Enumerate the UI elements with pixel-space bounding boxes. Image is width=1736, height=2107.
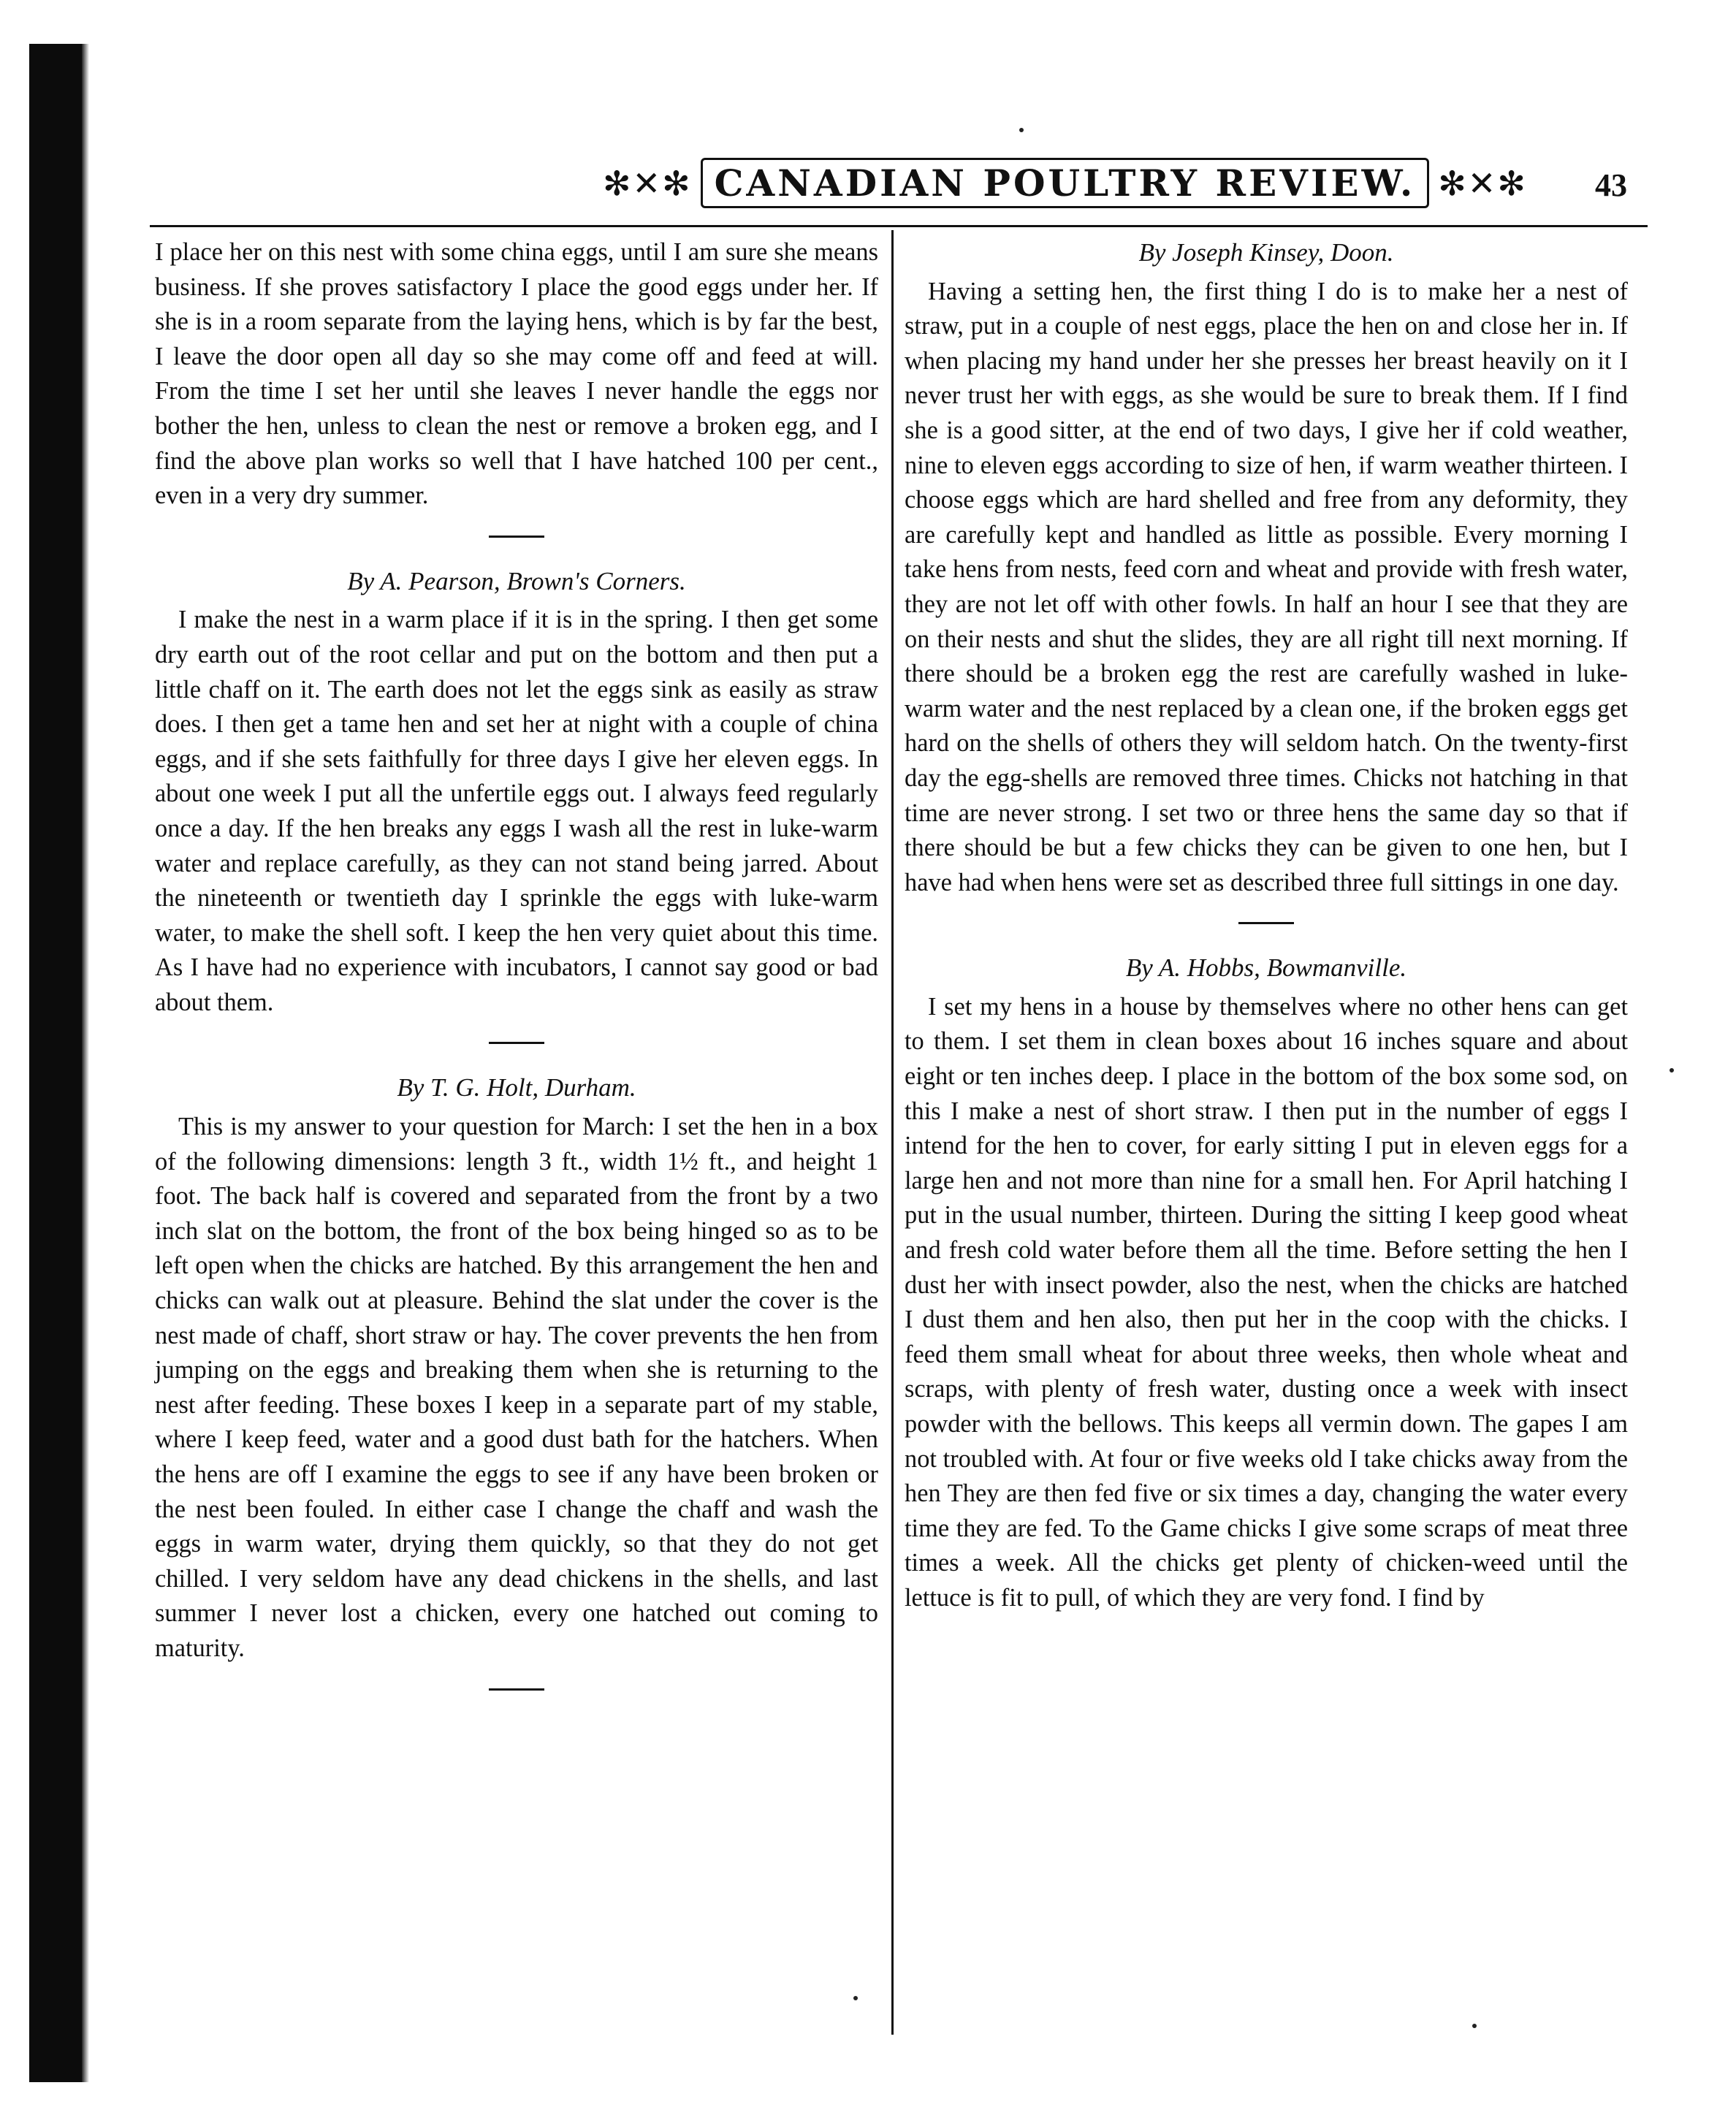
kinsey-paragraph: Having a setting hen, the first thing I do is to make her a nest of straw, put in a couple of nest eggs, place the hen on and close her in. If when placing my hand under her she presses her breast heavily on it I never trust her with eggs, as she would be sure to break them. If I find she is a good sitter, at the end of two days, I give her if cold weather, nine to eleven eggs according to size of hen, if warm weather thirteen. I choose eggs which are hard shelled and free from any deformity, they are carefully kept and handled as little as possible. Every morning I take hens from nests, feed corn and wheat and provide with fresh water, they are not let off with other fowls. In half an hour I see that they are on their nests and shut the slides, they are all right till next morning. If there should be a broken egg the rest are carefully washed in luke-warm water and the nest replaced by a clean one, if the broken eggs get hard on the shells of others they will seldom hatch. On the twenty-first day the egg-shells are removed three times. Chicks not hatching in that time are never strong. I set two or three hens the same day so that if there should be but a few chicks they can be given to one hen, but I have had when hens were set as described three full sittings in one day. <box>905 277 1628 896</box>
holt-paragraph: This is my answer to your question for March: I set the hen in a box of the following dimensions: length 3 ft., width 1½ ft., and height 1 foot. The back half is covered and separated from the front by a two inch slat on the bottom, the front of the box being hinged so as to be left open when the chicks are hatched. By this arrangement the hen and chicks can walk out at pleasure. Behind the slat under the cover is the nest made of chaff, short straw or hay. The cover prevents the hen from jumping on the eggs and breaking them when she is returning to the nest after feeding. These boxes I keep in a separate part of my stable, where I keep feed, water and a good dust bath for the hatchers. When the hens are off I examine the eggs to see if any have been broken or the nest been fouled. In either case I change the chaff and wash the eggs in warm water, drying them quickly, so that they do not get chilled. I very seldom have any dead chickens in the shells, and last summer I never lost a chicken, every one hatched out coming to maturity. <box>155 1113 878 1662</box>
page-header <box>150 145 1648 227</box>
masthead-title: CANADIAN POULTRY REVIEW. <box>701 158 1430 208</box>
right-column <box>905 235 1628 1616</box>
byline-holt: By T. G. Holt, Durham. <box>397 1073 636 1102</box>
column-divider <box>891 230 894 2035</box>
masthead <box>603 152 1527 214</box>
section-separator <box>489 536 544 538</box>
left-column <box>155 235 878 1717</box>
print-speck <box>1019 128 1024 132</box>
flourish-right-ornament: ✻✕✻ <box>1438 163 1527 203</box>
byline-kinsey: By Joseph Kinsey, Doon. <box>1138 238 1394 267</box>
continued-paragraph: I place her on this nest with some china eggs, until I am sure she means business. If she proves satisfactory I place the good eggs under her. If she is in a room separate from the laying hens, which is by far the best, I leave the door open all day so she may come off and feed at will. From the time I set her until she leaves I never handle the eggs nor bother the hen, unless to clean the nest or remove a broken egg, and I find the above plan works so well that I have hatched 100 per cent., even in a very dry summer. <box>155 238 878 510</box>
flourish-left-ornament: ✻✕✻ <box>603 163 692 203</box>
scan-edge-shadow <box>29 44 82 2082</box>
print-speck <box>1472 2024 1477 2028</box>
pearson-paragraph: I make the nest in a warm place if it is in the spring. I then get some dry earth out of the root cellar and put on the bottom and then put a little chaff on it. The earth does not let the eggs sink as easily as straw does. I then get a tame hen and set her at night with a couple of china eggs, and if she sets faithfully for three days I give her eleven eggs. In about one week I put all the unfertile eggs out. I always feed regularly once a day. If the hen breaks any eggs I wash all the rest in luke-warm water and replace carefully, as they can not stand being jarred. About the nineteenth or twentieth day I sprinkle the eggs with luke-warm water, to make the shell soft. I keep the hen very quiet about this time. As I have had no experience with incubators, I cannot say good or bad about them. <box>155 606 878 1016</box>
print-speck <box>1670 1068 1674 1072</box>
page-number: 43 <box>1595 167 1627 203</box>
print-speck <box>853 1996 858 2000</box>
byline-hobbs: By A. Hobbs, Bowmanville. <box>1125 953 1407 983</box>
byline-pearson: By A. Pearson, Brown's Corners. <box>347 566 686 595</box>
section-separator <box>1238 922 1294 924</box>
hobbs-paragraph: I set my hens in a house by themselves where no other hens can get to them. I set them in clean boxes about 16 inches square and about eight or ten inches deep. I place in the bottom of the box some sod, on this I make a nest of short straw. I then put in the number of eggs I intend for the hen to cover, for early sitting I put in eleven eggs for a large hen and not more than nine for a small hen. For April hatching I put in the usual number, thirteen. During the sitting I keep good wheat and fresh cold water before them all the time. Before setting the hen I dust her with insect powder, also the nest, when the chicks are hatched I dust them and hen also, then put her in the coop with the chicks. I feed them small wheat for about three weeks, then whole wheat and scraps, with plenty of fresh water, dusting once a week with insect powder with the bellows. This keeps all vermin down. The gapes I am not troubled with. At four or five weeks old I take chicks away from the hen They are then fed five or six times a day, changing the water every time they are fed. To the Game chicks I give some scraps of meat three times a week. All the chicks get plenty of chicken-weed until the lettuce is fit to pull, of which they are very fond. I find by <box>905 992 1628 1612</box>
section-separator <box>489 1688 544 1691</box>
section-separator <box>489 1042 544 1044</box>
